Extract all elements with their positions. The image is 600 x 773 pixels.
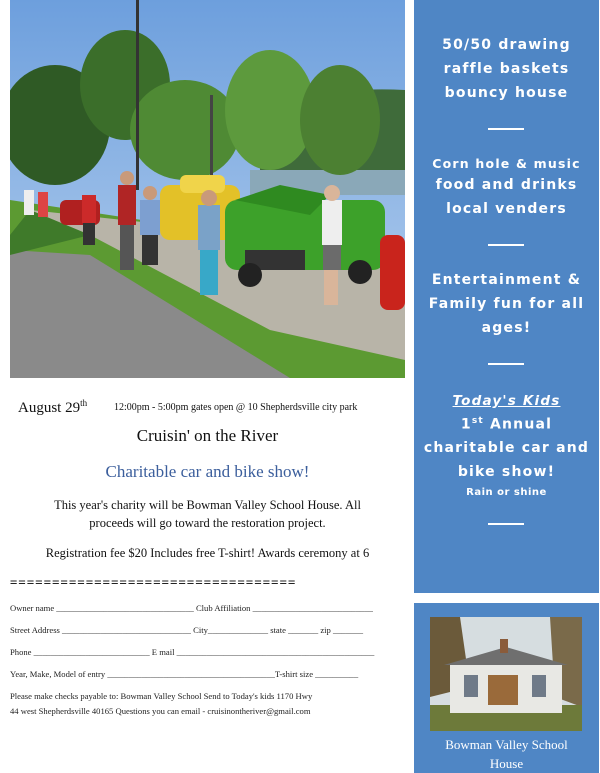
form-row-contact: Phone ___________________________ E mail ______________________________________________: [10, 647, 375, 657]
highlight-cornhole: Corn hole & music: [432, 156, 581, 171]
form-row-vehicle: Year, Make, Model of entry _______________________________________T-shirt size __________: [10, 669, 359, 679]
payment-info-line-1: Please make checks payable to: Bowman Valley School Send to Today's kids 1170 Hwy: [10, 691, 313, 701]
kids-title: Today's Kids: [452, 393, 561, 409]
date-main: August 29: [18, 400, 81, 416]
school-caption-line-2: House: [489, 756, 524, 771]
highlight-family: Family fun for all: [428, 296, 585, 312]
divider-line: [488, 363, 524, 365]
rain-or-shine: Rain or shine: [466, 487, 547, 498]
registration-info: Registration fee $20 Includes free T-shirt! Awards ceremony at 6: [45, 546, 370, 560]
event-time-location: 12:00pm - 5:00pm gates open @ 10 Shepherdsville city park: [114, 402, 358, 413]
highlight-bouncy: bouncy house: [444, 85, 569, 101]
annual-number: 1: [460, 416, 472, 433]
event-date: [18, 398, 87, 417]
divider-line: [488, 244, 524, 246]
school-house-photo: [430, 617, 582, 731]
annual-word: Annual: [483, 416, 553, 433]
annual-show: bike show!: [457, 464, 556, 480]
divider-line: [488, 128, 524, 130]
form-divider: ==================================: [10, 575, 297, 589]
highlight-food: food and drinks: [435, 177, 578, 193]
charity-line-1: This year's charity will be Bowman Valley School House. All: [54, 498, 361, 512]
highlight-raffle: raffle baskets: [443, 61, 570, 77]
date-sup: th: [80, 398, 88, 408]
car-show-photo: [10, 0, 405, 378]
highlight-ages: ages!: [481, 320, 532, 336]
annual-line: [414, 416, 599, 433]
charity-line-2: proceeds will go toward the restoration project.: [89, 516, 326, 530]
school-caption: [414, 735, 599, 773]
event-highlights-panel: [414, 0, 599, 593]
highlight-drawing: 50/50 drawing: [442, 37, 571, 53]
event-subtitle: Charitable car and bike show!: [105, 462, 310, 481]
highlight-venders: local venders: [446, 201, 567, 217]
payment-info-line-2: 44 west Shepherdsville 40165 Questions you can email - cruisinontheriver@gmail.com: [10, 706, 311, 716]
form-row-owner: Owner name ________________________________ Club Affiliation ____________________________: [10, 603, 373, 613]
highlight-entertainment: Entertainment &: [431, 272, 582, 288]
form-row-address: Street Address ______________________________ City______________ state _______ zip _______: [10, 625, 364, 635]
divider-line: [488, 523, 524, 525]
event-title: Cruisin' on the River: [136, 426, 279, 445]
annual-description: charitable car and: [423, 440, 590, 456]
annual-sup: st: [471, 416, 484, 426]
school-caption-line-1: Bowman Valley School: [445, 737, 568, 752]
school-house-panel: [414, 603, 599, 773]
